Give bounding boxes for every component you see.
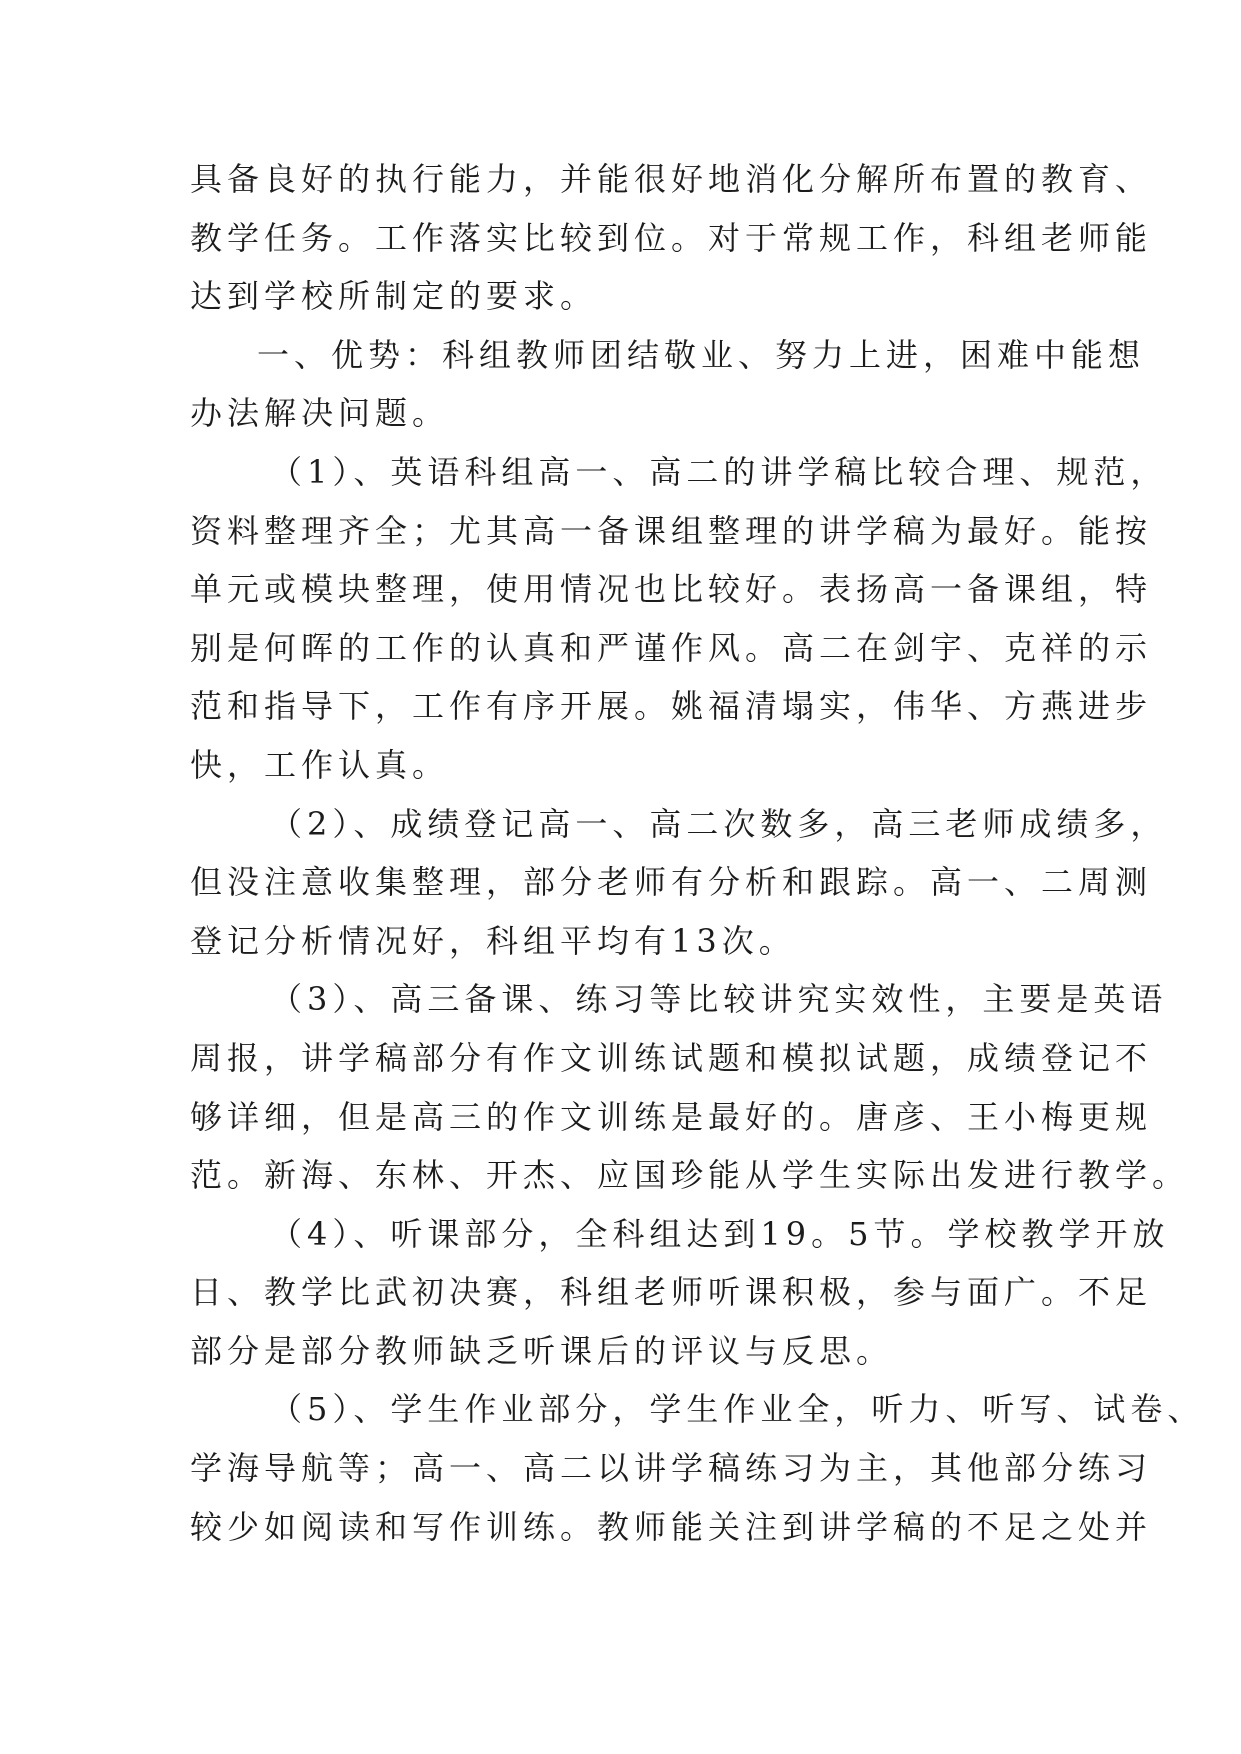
section-heading-advantages: 一、优势：科组教师团结敬业、努力上进，困难中能想 <box>257 335 1146 374</box>
text-line: 教学任务。工作落实比较到位。对于常规工作，科组老师能 <box>190 218 1153 257</box>
text-line: 资料整理齐全；尤其高一备课组整理的讲学稿为最好。能按 <box>190 511 1153 550</box>
text-line: 单元或模块整理，使用情况也比较好。表扬高一备课组，特 <box>190 570 1153 609</box>
item-1-start: （1）、英语科组高一、高二的讲学稿比较合理、规范， <box>270 452 1168 491</box>
text-line: 登记分析情况好，科组平均有13次。 <box>190 921 796 960</box>
text-line: 日、教学比武初决赛，科组老师听课积极，参与面广。不足 <box>190 1273 1153 1312</box>
item-4-start: （4）、听课部分，全科组达到19。5节。学校教学开放 <box>270 1214 1170 1253</box>
body-text <box>190 150 1205 1556</box>
text-line: 部分是部分教师缺乏听课后的评议与反思。 <box>190 1331 894 1370</box>
text-line: 别是何晖的工作的认真和严谨作风。高二在剑宇、克祥的示 <box>190 628 1153 667</box>
text-line: 学海导航等；高一、高二以讲学稿练习为主，其他部分练习 <box>190 1449 1153 1488</box>
text-line: 达到学校所制定的要求。 <box>190 277 598 316</box>
item-2-start: （2）、成绩登记高一、高二次数多，高三老师成绩多， <box>270 804 1168 843</box>
text-line: 具备良好的执行能力，并能很好地消化分解所布置的教育、 <box>190 160 1153 198</box>
item-5-start: （5）、学生作业部分，学生作业全，听力、听写、试卷、 <box>270 1390 1205 1429</box>
text-line: 快，工作认真。 <box>190 745 450 784</box>
text-line: 办法解决问题。 <box>190 394 450 433</box>
text-line: 较少如阅读和写作训练。教师能关注到讲学稿的不足之处并 <box>190 1507 1153 1546</box>
text-line: 范。新海、东林、开杰、应国珍能从学生实际出发进行教学。 <box>190 1156 1190 1195</box>
text-line: 但没注意收集整理，部分老师有分析和跟踪。高一、二周测 <box>190 863 1153 902</box>
text-line: 范和指导下，工作有序开展。姚福清塌实，伟华、方燕进步 <box>190 687 1153 726</box>
item-3-start: （3）、高三备课、练习等比较讲究实效性，主要是英语 <box>270 980 1168 1019</box>
text-line: 够详细，但是高三的作文训练是最好的。唐彦、王小梅更规 <box>190 1097 1153 1136</box>
text-line: 周报，讲学稿部分有作文训练试题和模拟试题，成绩登记不 <box>190 1038 1153 1077</box>
